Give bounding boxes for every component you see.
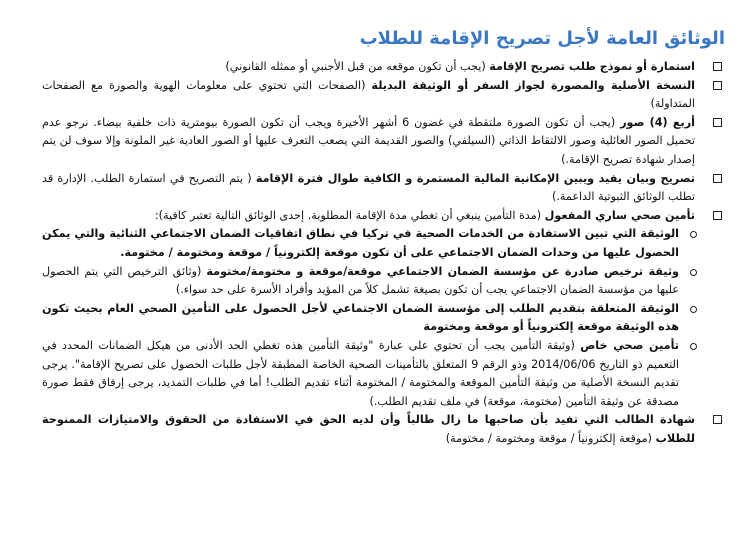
circle-bullet-icon xyxy=(690,343,697,350)
item-text: (مدة التأمين ينبغي أن تغطي مدة الإقامة المطلوبة. إحدى الوثائق التالية تعتبر كافية): xyxy=(154,208,545,222)
sub-item-heading: تأمين صحي خاص xyxy=(580,338,679,352)
list-item xyxy=(42,411,725,448)
sub-list-item xyxy=(42,225,725,262)
checkbox-icon xyxy=(713,81,722,90)
checkbox-icon xyxy=(713,415,722,424)
circle-bullet-icon xyxy=(690,269,697,276)
item-heading: شهادة الطالب التي تفيد بأن صاحبها ما زال طالباً وأن لديه الحق في الاستفادة من الحقوق والامتيازات الممنوحة للطلاب xyxy=(42,413,695,445)
item-heading: أربع (4) صور xyxy=(620,115,696,129)
item-text: (موقعة إلكترونياً / موقعة ومختومة / مختومة) xyxy=(445,431,656,445)
list-item xyxy=(42,114,725,170)
sub-item-heading: الوثيقة المتعلقة بتقديم الطلب إلى مؤسسة الضمان الاجتماعي لأجل الحصول على التأمين الصحي العام بحيث تكون هذه الوثيقة موقعة إلكترونياً أو موقعة ومختومة xyxy=(42,301,679,334)
sub-item-heading: الوثيقة التي تبين الاستفادة من الخدمات الصحية في تركيا في نطاق اتفاقيات الضمان الاجتماعي الثنائية والتي يمكن الحصول عليها من وحدات الضمان الاجتماعي على أن تكون موقعة إلكترونياً / موقعة ومختومة / مختومة. xyxy=(42,227,679,259)
checkbox-icon xyxy=(713,174,722,183)
item-heading: النسخة الأصلية والمصورة لجواز السفر أو الوثيقة البديلة xyxy=(371,78,695,92)
sub-item-text: (وثائق الترخيص التي يتم الحصول عليها من مؤسسة الضمان الاجتماعي يجب أن تكون بصيغة تشمل كلاً من المؤيد وأفراد الأسرة على حد سواء.) xyxy=(42,264,679,297)
sub-item-heading: وثيقة ترخيص صادرة عن مؤسسة الضمان الاجتماعي موقعة/موقعة و مختومة/مختومة xyxy=(206,264,679,278)
item-heading: تأمين صحي ساري المفعول xyxy=(544,208,695,222)
item-heading: تصريح وبيان يفيد ويبين الإمكانية المالية المستمرة و الكافية طوال فترة الإقامة xyxy=(255,171,695,185)
item-heading: استمارة أو نموذج طلب تصريح الإقامة xyxy=(489,60,695,73)
circle-bullet-icon xyxy=(690,306,697,313)
sub-item-text: (وثيقة التأمين يجب أن تحتوي على عبارة "وثيقة التأمين هذه تغطي الحد الأدنى من هيكل الضمانات المحدد في التعميم ذو التاريخ 2014/06/06 وذو الرقم 9 المتعلق بالتأمينات الصحية الخاصة المطبقة لأجل طلبات الحصول على تصريح الإقامة". يرجى تقديم النسخة الأصلية من وثيقة التأمين الموقعة والمختومة / المختومة أثناء تقديم الطلب! أما في طلبات التمديد، يرجى إرفاق فقط صورة مصدقة عن وثيقة التأمين (مختومة، موقعة) في ملف تقديم الطلب.) xyxy=(42,338,680,408)
list-item xyxy=(42,207,725,226)
document-title: الوثائق العامة لأجل تصريح الإقامة للطلاب xyxy=(359,28,725,49)
list-item xyxy=(42,77,725,114)
checkbox-icon xyxy=(713,211,722,220)
sub-list-item xyxy=(42,337,725,411)
circle-bullet-icon xyxy=(690,231,697,238)
sub-list-item xyxy=(42,300,725,337)
item-text: (يجب أن تكون الصورة ملتقطة في غضون 6 أشهر الأخيرة ويجب أن تكون الصورة بيومترية ذات خلفية بيضاء. نرجو عدم تحميل الصور العائلية وصور الالتقاط الذاتي (السيلفي) والصور القديمة التي يصعب التعرف عليها أو الصور العادية غير الملونة وإلا سوف لن يتم إصدار شهادة تصريح الإقامة.) xyxy=(42,115,695,166)
list-item xyxy=(42,58,725,77)
item-text: (الصفحات التي تحتوي على معلومات الهوية والصورة مع الصفحات المتداولة) xyxy=(42,78,695,111)
item-text: (يجب أن تكون موقعه من قبل الأجنبي أو ممثله القانوني) xyxy=(225,60,490,73)
item-text: ( يتم التصريح في استمارة الطلب. الإدارة قد تطلب الوثائق الثبوتية الداعمة.) xyxy=(42,171,695,204)
sub-list-item xyxy=(42,263,725,300)
checkbox-icon xyxy=(713,118,722,127)
checkbox-icon xyxy=(713,62,722,71)
list-item xyxy=(42,170,725,207)
